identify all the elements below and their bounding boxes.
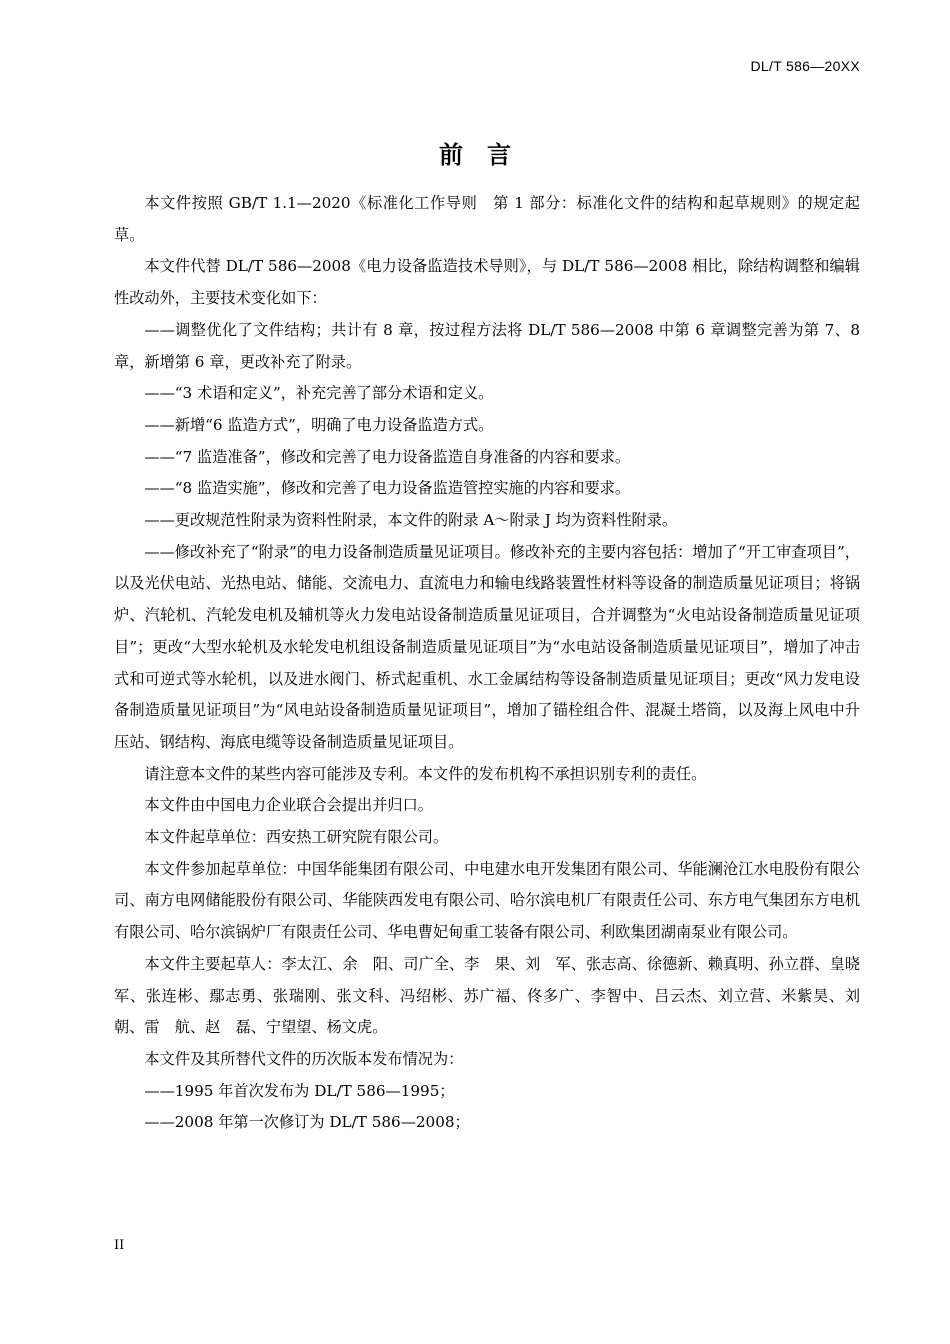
paragraph: ——2008 年第一次修订为 DL/T 586—2008； <box>144 1113 470 1132</box>
page-number: II <box>114 1238 125 1253</box>
paragraph: 本文件起草单位：西安热工研究院有限公司。 <box>144 828 449 847</box>
paragraph: 本文件主要起草人：李太江、余 阳、司广全、李 果、刘 军、张志高、徐德新、赖真明、孙立群、皇晓军、张连彬、鄢志勇、张瑞刚、张文科、冯绍彬、苏广福、佟多广、李智中、吕云杰、刘立营、米紫昊、刘 朝、雷 航、赵 磊、宁望望、杨文虎。 <box>114 954 876 1037</box>
paragraph: ——新增“6 监造方式”，明确了电力设备监造方式。 <box>144 415 494 434</box>
document-code: DL/T 586—20XX <box>750 58 860 74</box>
body-text <box>114 188 876 1139</box>
page-title: 前言 <box>439 140 535 169</box>
paragraph: 本文件按照 GB/T 1.1—2020《标准化工作导则 第 1 部分：标准化文件的结构和起草规则》的规定起草。 <box>114 194 860 244</box>
paragraph: 本文件代替 DL/T 586—2008《电力设备监造技术导则》，与 DL/T 586—2008 相比，除结构调整和编辑性改动外，主要技术变化如下： <box>114 257 860 308</box>
paragraph: 本文件及其所替代文件的历次版本发布情况为： <box>144 1049 464 1068</box>
paragraph: 本文件由中国电力企业联合会提出并归口。 <box>144 796 433 815</box>
paragraph: 请注意本文件的某些内容可能涉及专利。本文件的发布机构不承担识别专利的责任。 <box>144 764 707 783</box>
paragraph: ——“3 术语和定义”，补充完善了部分术语和定义。 <box>144 384 494 403</box>
paragraph: ——“8 监造实施”，修改和完善了电力设备监造管控实施的内容和要求。 <box>144 479 631 498</box>
paragraph: ——“7 监造准备”，修改和完善了电力设备监造自身准备的内容和要求。 <box>144 447 631 466</box>
paragraph: 本文件参加起草单位：中国华能集团有限公司、中电建水电开发集团有限公司、华能澜沧江水电股份有限公司、南方电网储能股份有限公司、华能陕西发电有限公司、哈尔滨电机厂有限责任公司、东方电气集团东方电机有限公司、哈尔滨锅炉厂有限责任公司、华电曹妃甸重工装备有限公司、利欧集团湖南泵业有限公司。 <box>114 859 860 942</box>
paragraph: ——1995 年首次发布为 DL/T 586—1995； <box>144 1081 455 1100</box>
paragraph: ——更改规范性附录为资料性附录，本文件的附录 A～附录 J 均为资料性附录。 <box>144 511 678 530</box>
paragraph: ——修改补充了“附录”的电力设备制造质量见证项目。修改补充的主要内容包括：增加了“开工审查项目”，以及光伏电站、光热电站、储能、交流电力、直流电力和输电线路装置性材料等设备的制造质量见证项目；将锅炉、汽轮机、汽轮发电机及辅机等火力发电站设备制造质量见证项目，合并调整为“火电站设备制造质量见证项目”；更改“大型水轮机及水轮发电机组设备制造质量见证项目”为“水电站设备制造质量见证项目”，增加了冲击式和可逆式等水轮机，以及进水阀门、桥式起重机、水工金属结构等设备制造质量见证项目；更改“风力发电设备制造质量见证项目”为“风电站设备制造质量见证项目”，增加了锚栓组合件、混凝土塔筒，以及海上风电中升压站、钢结构、海底电缆等设备制造质量见证项目。 <box>114 542 860 751</box>
paragraph: ——调整优化了文件结构；共计有 8 章，按过程方法将 DL/T 586—2008 中第 6 章调整完善为第 7、8 章，新增第 6 章，更改补充了附录。 <box>114 320 860 371</box>
